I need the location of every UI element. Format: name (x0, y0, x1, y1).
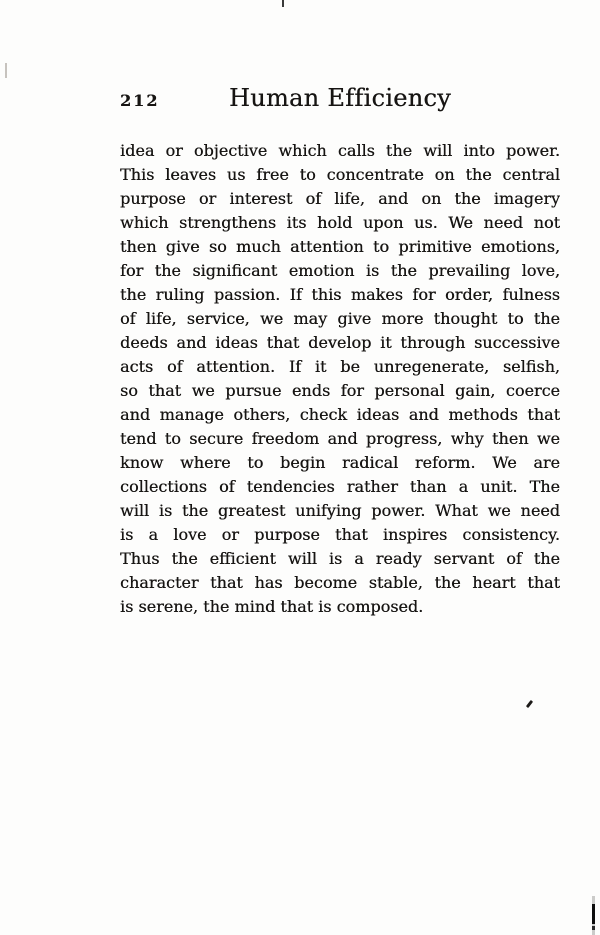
text-line: collections of tendencies rather than a unit. The (120, 477, 560, 496)
text-line: which strengthens its hold upon us. We need not (120, 213, 560, 232)
body-text (120, 139, 560, 619)
text-line: of life, service, we may give more thought to the (120, 309, 560, 328)
text-line: character that has become stable, the heart that (120, 573, 560, 592)
text-line: and manage others, check ideas and methods that (120, 405, 560, 424)
text-line: This leaves us free to concentrate on the central (120, 165, 560, 184)
text-line: the ruling passion. If this makes for order, fulness (120, 285, 560, 304)
text-line: know where to begin radical reform. We are (120, 453, 560, 472)
scan-artifact-left-edge (5, 63, 7, 78)
text-line: Thus the efficient will is a ready servant of the (120, 549, 560, 568)
page-number: 212 (120, 91, 160, 110)
scan-artifact-ink-fleck (526, 700, 533, 708)
page-header (120, 84, 560, 112)
text-line: tend to secure freedom and progress, why then we (120, 429, 560, 448)
text-line: acts of attention. If it be unregenerate, selfish, (120, 357, 560, 376)
text-line: is a love or purpose that inspires consistency. (120, 525, 560, 544)
text-line: so that we pursue ends for personal gain, coerce (120, 381, 560, 400)
text-line: purpose or interest of life, and on the imagery (120, 189, 560, 208)
scan-artifact-top-tick (282, 0, 284, 7)
text-line: will is the greatest unifying power. What we need (120, 501, 560, 520)
text-line: idea or objective which calls the will into power. (120, 141, 560, 160)
running-title: Human Efficiency (228, 84, 452, 112)
text-line: deeds and ideas that develop it through successive (120, 333, 560, 352)
text-line: then give so much attention to primitive emotions, (120, 237, 560, 256)
text-line: for the significant emotion is the prevailing love, (120, 261, 560, 280)
text-line: is serene, the mind that is composed. (120, 597, 424, 616)
scan-artifact-right-line (592, 904, 595, 924)
scan-artifact-right-dot (592, 926, 595, 930)
